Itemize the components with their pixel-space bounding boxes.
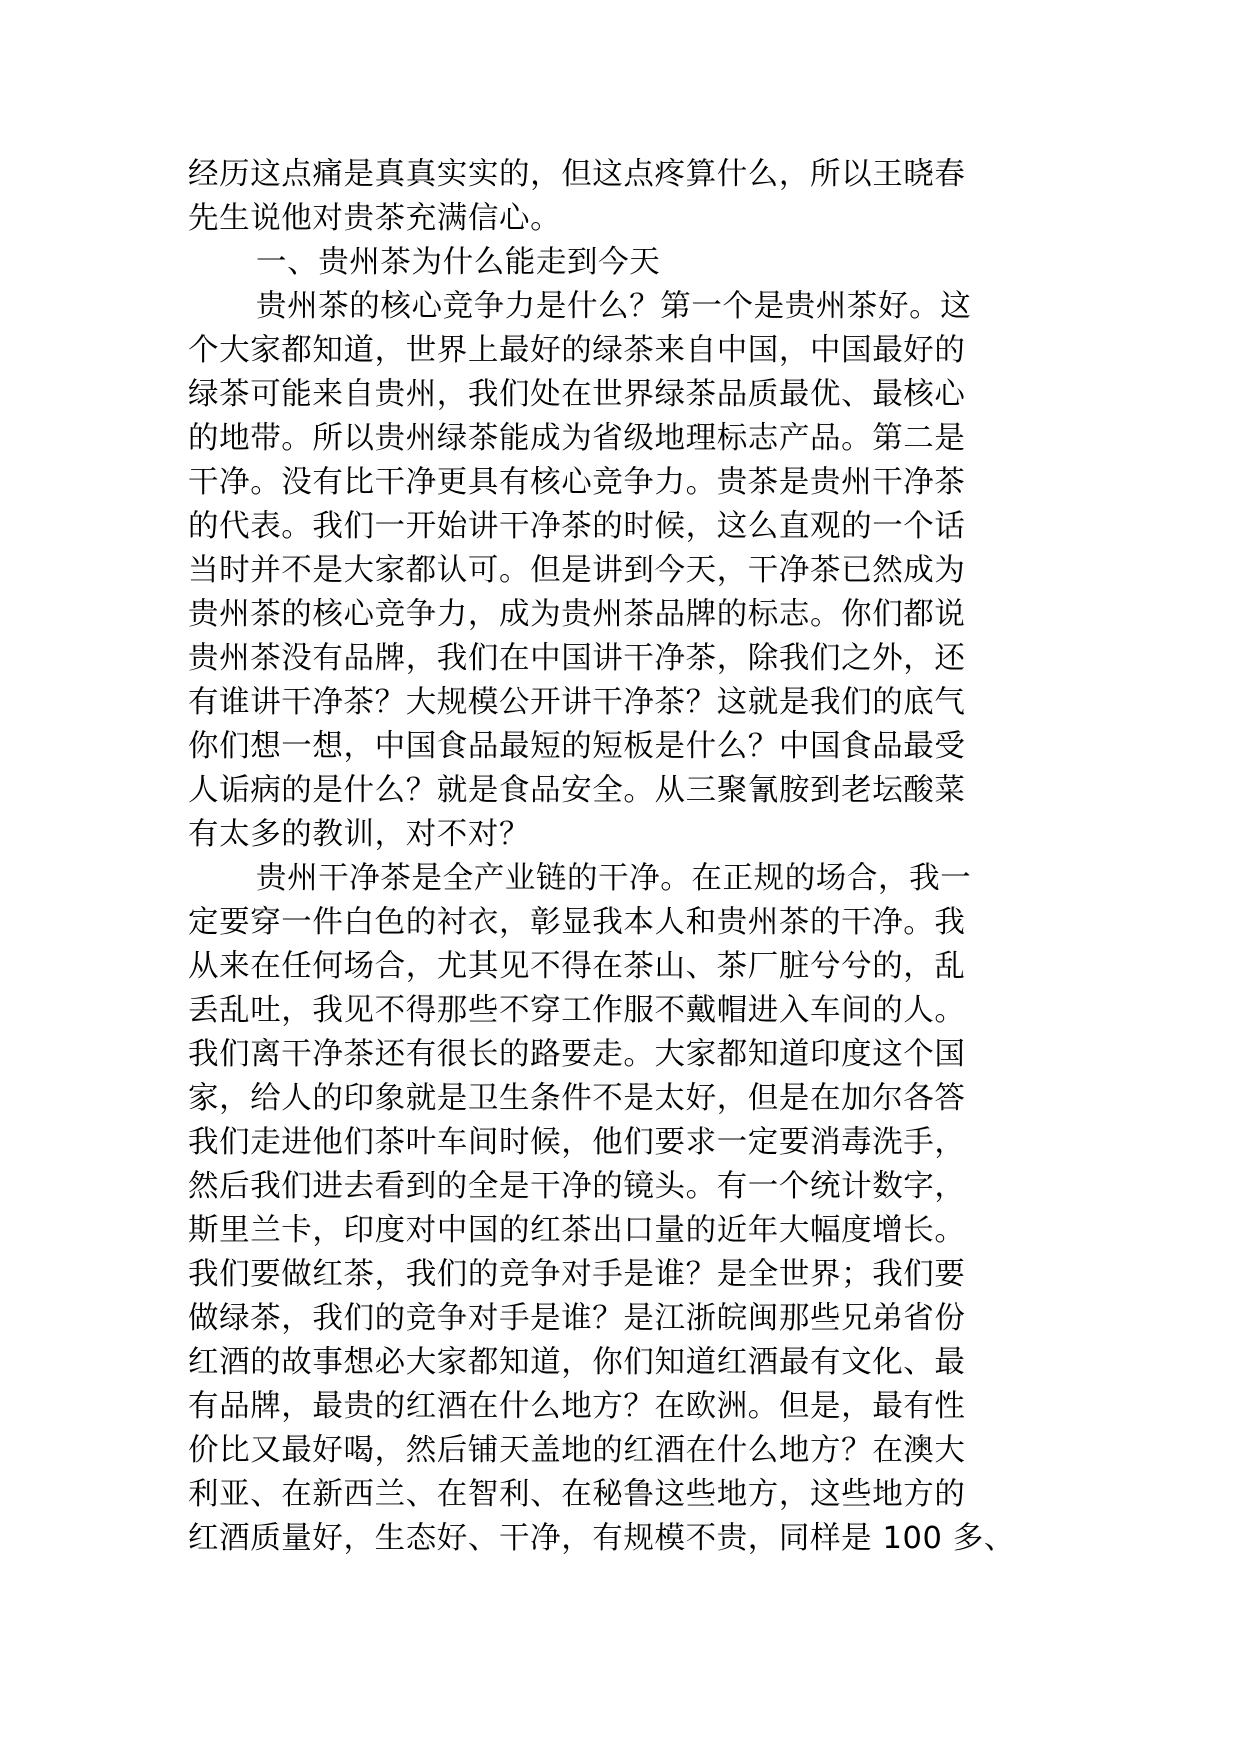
text-line: 有太多的教训，对不对？ <box>188 817 531 852</box>
text-line: 然后我们进去看到的全是干净的镜头。有一个统计数字， <box>188 1169 966 1204</box>
text-line: 我们离干净茶还有很长的路要走。大家都知道印度这个国 <box>188 1037 966 1072</box>
text-line: 做绿茶，我们的竞争对手是谁？是江浙皖闽那些兄弟省份 <box>188 1301 966 1336</box>
text-line: 贵州茶没有品牌，我们在中国讲干净茶，除我们之外，还 <box>188 641 966 676</box>
text-line: 红酒质量好，生态好、干净，有规模不贵，同样是 100 多、 <box>188 1521 1016 1556</box>
text-line: 有品牌，最贵的红酒在什么地方？在欧洲。但是，最有性 <box>188 1389 966 1424</box>
text-line: 丢乱吐，我见不得那些不穿工作服不戴帽进入车间的人。 <box>188 993 966 1028</box>
text-line: 你们想一想，中国食品最短的短板是什么？中国食品最受 <box>188 729 966 764</box>
body-text <box>188 153 1068 1561</box>
text-line: 定要穿一件白色的衬衣，彰显我本人和贵州茶的干净。我 <box>188 905 966 940</box>
text-line: 有谁讲干净茶？大规模公开讲干净茶？这就是我们的底气 <box>188 685 966 720</box>
text-line: 价比又最好喝，然后铺天盖地的红酒在什么地方？在澳大 <box>188 1433 966 1468</box>
text-line: 贵州茶的核心竞争力，成为贵州茶品牌的标志。你们都说 <box>188 597 966 632</box>
text-line: 红酒的故事想必大家都知道，你们知道红酒最有文化、最 <box>188 1345 966 1380</box>
text-line: 利亚、在新西兰、在智利、在秘鲁这些地方，这些地方的 <box>188 1477 966 1512</box>
text-line: 我们要做红茶，我们的竞争对手是谁？是全世界；我们要 <box>188 1257 966 1292</box>
text-line: 经历这点痛是真真实实的，但这点疼算什么，所以王晓春 <box>188 157 966 192</box>
paragraph-start-line: 贵州茶的核心竞争力是什么？第一个是贵州茶好。这 <box>256 289 972 324</box>
text-line: 个大家都知道，世界上最好的绿茶来自中国，中国最好的 <box>188 333 966 368</box>
section-heading: 一、贵州茶为什么能走到今天 <box>256 245 661 280</box>
text-line: 当时并不是大家都认可。但是讲到今天，干净茶已然成为 <box>188 553 966 588</box>
text-line: 人诟病的是什么？就是食品安全。从三聚氰胺到老坛酸菜 <box>188 773 966 808</box>
text-line: 绿茶可能来自贵州，我们处在世界绿茶品质最优、最核心 <box>188 377 966 412</box>
paragraph-start-line: 贵州干净茶是全产业链的干净。在正规的场合，我一 <box>256 861 972 896</box>
text-line: 斯里兰卡，印度对中国的红茶出口量的近年大幅度增长。 <box>188 1213 966 1248</box>
text-line: 先生说他对贵茶充满信心。 <box>188 201 562 236</box>
text-line: 我们走进他们茶叶车间时候，他们要求一定要消毒洗手， <box>188 1125 966 1160</box>
text-line: 从来在任何场合，尤其见不得在茶山、茶厂脏兮兮的，乱 <box>188 949 966 984</box>
text-line: 家，给人的印象就是卫生条件不是太好，但是在加尔各答 <box>188 1081 966 1116</box>
text-line: 的地带。所以贵州绿茶能成为省级地理标志产品。第二是 <box>188 421 966 456</box>
text-line: 干净。没有比干净更具有核心竞争力。贵茶是贵州干净茶 <box>188 465 966 500</box>
text-line: 的代表。我们一开始讲干净茶的时候，这么直观的一个话 <box>188 509 966 544</box>
